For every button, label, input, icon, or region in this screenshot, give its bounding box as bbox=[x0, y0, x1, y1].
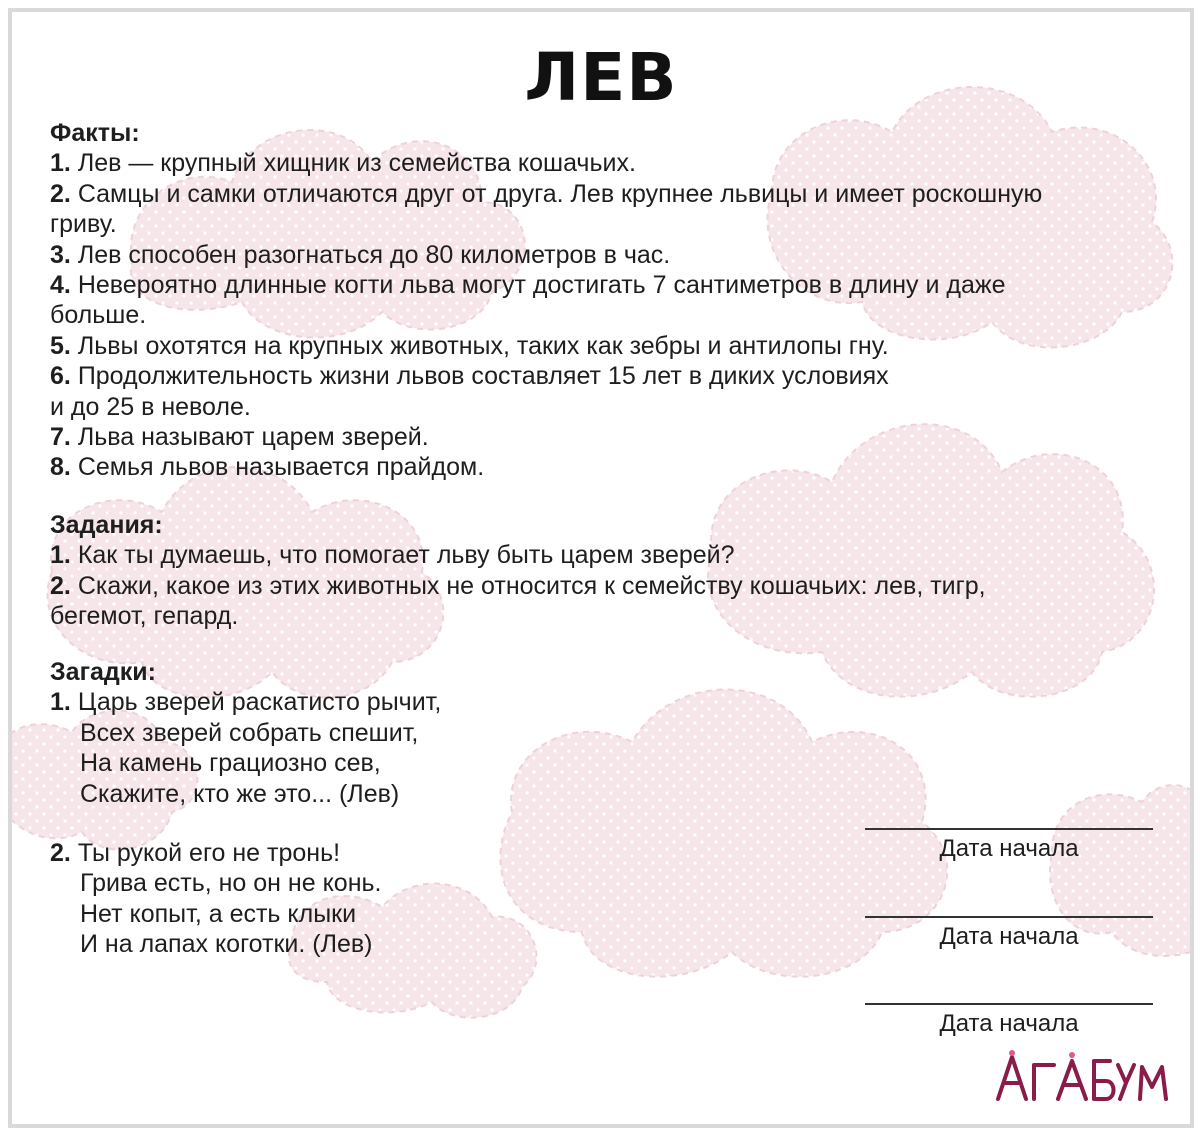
signature-field[interactable] bbox=[865, 828, 1153, 864]
fact-item: 1. Лев — крупный хищник из семейства кошачьих. bbox=[50, 149, 636, 178]
signature-field[interactable] bbox=[865, 916, 1153, 952]
riddle-line: Всех зверей собрать спешит, bbox=[80, 718, 419, 747]
tasks-section bbox=[50, 510, 1170, 632]
task-item: 2. Скажи, какое из этих животных не относится к семейству кошачьих: лев, тигр, bbox=[50, 571, 986, 600]
riddles-heading: Загадки: bbox=[50, 658, 156, 686]
riddle-line: Скажите, кто же это... (Лев) bbox=[80, 779, 400, 808]
riddle-line: Нет копыт, а есть клыки bbox=[80, 899, 357, 928]
facts-section bbox=[50, 118, 1170, 483]
tasks-heading: Задания: bbox=[50, 511, 163, 539]
signature-label: Дата начала bbox=[939, 1010, 1079, 1037]
riddles-section bbox=[50, 657, 1170, 809]
fact-item-continuation: гриву. bbox=[50, 210, 117, 239]
fact-item: 8. Семья львов называется прайдом. bbox=[50, 453, 485, 482]
fact-item: 2. Самцы и самки отличаются друг от друга. Лев крупнее львицы и имеет роскошную bbox=[50, 179, 1043, 208]
signature-line bbox=[865, 916, 1153, 918]
riddle-line: 1. Царь зверей раскатисто рычит, bbox=[50, 688, 442, 717]
agabum-logo bbox=[992, 1047, 1172, 1107]
signature-label: Дата начала bbox=[939, 835, 1079, 862]
riddle-line: На камень грациозно сев, bbox=[80, 749, 381, 778]
signature-label: Дата начала bbox=[939, 923, 1079, 950]
fact-item: 4. Невероятно длинные когти льва могут достигать 7 сантиметров в длину и даже bbox=[50, 271, 1006, 300]
signature-line bbox=[865, 828, 1153, 830]
riddle-line: Грива есть, но он не конь. bbox=[80, 869, 382, 898]
signature-field[interactable] bbox=[865, 1003, 1153, 1039]
fact-item: 6. Продолжительность жизни львов составляет 15 лет в диких условиях bbox=[50, 362, 889, 391]
facts-heading: Факты: bbox=[50, 119, 140, 147]
riddle-line: 2. Ты рукой его не тронь! bbox=[50, 839, 341, 867]
task-item-continuation: бегемот, гепард. bbox=[50, 602, 239, 631]
task-item: 1. Как ты думаешь, что помогает льву быть царем зверей? bbox=[50, 541, 735, 570]
fact-item: 5. Львы охотятся на крупных животных, таких как зебры и антилопы гну. bbox=[50, 331, 889, 360]
riddle-line: И на лапах коготки. (Лев) bbox=[80, 930, 373, 959]
fact-item: 3. Лев способен разогнаться до 80 километров в час. bbox=[50, 240, 671, 269]
fact-item: 7. Льва называют царем зверей. bbox=[50, 423, 429, 452]
worksheet-frame bbox=[8, 8, 1194, 1128]
signature-line bbox=[865, 1003, 1153, 1005]
page-title: ЛЕВ bbox=[524, 39, 678, 116]
fact-item-continuation: и до 25 в неволе. bbox=[50, 392, 251, 421]
fact-item-continuation: больше. bbox=[50, 301, 147, 330]
